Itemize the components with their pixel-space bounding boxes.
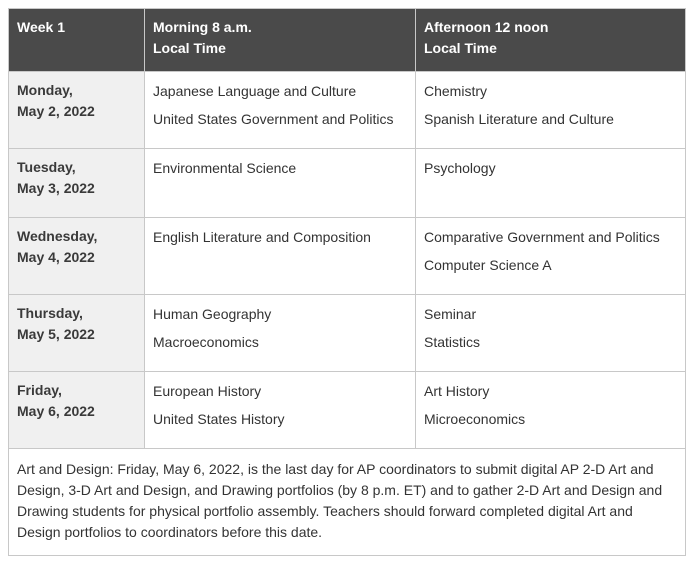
morning-cell <box>145 372 416 449</box>
day-name: Tuesday, <box>17 159 76 175</box>
header-afternoon <box>416 9 686 72</box>
day-cell <box>9 149 145 218</box>
exam-subject: Comparative Government and Politics <box>424 229 660 245</box>
table-row <box>9 72 686 149</box>
day-date: May 5, 2022 <box>17 326 95 342</box>
day-cell <box>9 218 145 295</box>
exam-subject: Environmental Science <box>153 160 297 176</box>
day-name: Friday, <box>17 382 62 398</box>
morning-cell <box>145 295 416 372</box>
exam-subject: Statistics <box>424 334 481 350</box>
header-morning <box>145 9 416 72</box>
exam-subject: Macroeconomics <box>153 334 259 350</box>
day-date: May 4, 2022 <box>17 249 95 265</box>
exam-subject: United States History <box>153 411 285 427</box>
header-morning-local: Local Time <box>153 40 226 56</box>
exam-subject: Art History <box>424 383 490 399</box>
exam-subject: Microeconomics <box>424 411 526 427</box>
afternoon-cell <box>416 218 686 295</box>
morning-cell <box>145 149 416 218</box>
day-name: Monday, <box>17 82 73 98</box>
table-row <box>9 295 686 372</box>
day-cell <box>9 72 145 149</box>
afternoon-cell <box>416 72 686 149</box>
exam-subject: English Literature and Composition <box>153 229 371 245</box>
exam-subject: Psychology <box>424 160 496 176</box>
afternoon-cell <box>416 372 686 449</box>
exam-subject: Chemistry <box>424 83 488 99</box>
exam-subject: European History <box>153 383 262 399</box>
day-cell <box>9 295 145 372</box>
header-afternoon-time: Afternoon 12 noon <box>424 19 549 35</box>
table-body <box>9 72 686 556</box>
table-header <box>9 9 686 72</box>
exam-subject: Japanese Language and Culture <box>153 83 357 99</box>
table-row <box>9 372 686 449</box>
table-row <box>9 149 686 218</box>
afternoon-cell <box>416 149 686 218</box>
exam-schedule-table <box>8 8 686 556</box>
exam-subject: Spanish Literature and Culture <box>424 111 614 127</box>
exam-subject: Computer Science A <box>424 257 552 273</box>
morning-cell <box>145 218 416 295</box>
header-week <box>9 9 145 72</box>
day-date: May 6, 2022 <box>17 403 95 419</box>
exam-subject: United States Government and Politics <box>153 111 394 127</box>
day-name: Wednesday, <box>17 228 98 244</box>
day-date: May 2, 2022 <box>17 103 95 119</box>
afternoon-cell <box>416 295 686 372</box>
art-design-note: Art and Design: Friday, May 6, 2022, is the last day for AP coordinators to submit digital AP 2-D Art and Design, 3-D Art and Design, and Drawing portfolios (by 8 p.m. ET) and to gather 2-D Art and Design and Drawing students for physical portfolio assembly. Teachers should forward completed digital Art and Design portfolios to coordinators before this date. <box>9 449 686 556</box>
morning-cell <box>145 72 416 149</box>
header-morning-time: Morning 8 a.m. <box>153 19 252 35</box>
header-week-label: Week 1 <box>17 19 65 35</box>
schedule-container <box>8 8 685 556</box>
day-name: Thursday, <box>17 305 83 321</box>
day-date: May 3, 2022 <box>17 180 95 196</box>
header-afternoon-local: Local Time <box>424 40 497 56</box>
table-row <box>9 218 686 295</box>
day-cell <box>9 372 145 449</box>
note-row <box>9 449 686 556</box>
header-row <box>9 9 686 72</box>
exam-subject: Seminar <box>424 306 477 322</box>
exam-subject: Human Geography <box>153 306 272 322</box>
